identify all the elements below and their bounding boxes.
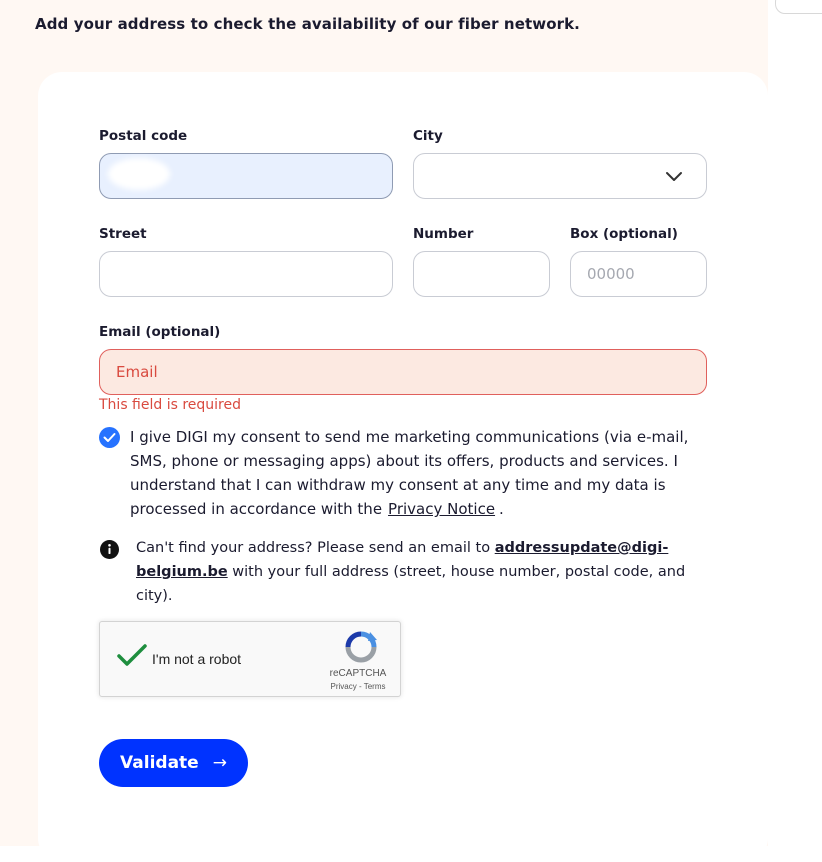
recaptcha-widget[interactable] xyxy=(99,621,401,697)
city-label: City xyxy=(413,128,443,144)
box-input[interactable] xyxy=(570,251,707,297)
consent-checkbox[interactable] xyxy=(99,427,120,448)
consent-text xyxy=(130,425,715,521)
consent-text-end: . xyxy=(499,500,504,518)
arrow-right-icon: → xyxy=(212,753,227,773)
intro-text: Add your address to check the availability of our fiber network. xyxy=(35,15,580,33)
missing-address-info xyxy=(136,536,726,608)
recaptcha-check-icon[interactable] xyxy=(116,642,148,670)
chevron-down-icon[interactable] xyxy=(664,168,684,184)
street-input[interactable] xyxy=(99,251,393,297)
validate-label: Validate xyxy=(120,753,199,773)
privacy-notice-link[interactable]: Privacy Notice xyxy=(388,500,496,518)
recaptcha-logo-icon xyxy=(344,630,378,664)
corner-widget xyxy=(775,0,822,14)
email-input[interactable] xyxy=(99,349,707,395)
checkmark-icon xyxy=(99,427,120,448)
recaptcha-privacy-terms[interactable]: Privacy - Terms xyxy=(330,682,386,691)
recaptcha-label: I'm not a robot xyxy=(152,651,242,667)
recaptcha-brand: reCAPTCHA xyxy=(329,668,387,679)
redacted-value-blur xyxy=(108,158,170,190)
city-select[interactable] xyxy=(413,153,707,199)
street-label: Street xyxy=(99,226,147,242)
validate-button[interactable] xyxy=(99,739,248,787)
number-label: Number xyxy=(413,226,474,242)
email-error-message: This field is required xyxy=(99,397,242,413)
info-icon xyxy=(100,540,119,559)
postal-code-label: Postal code xyxy=(99,128,188,144)
address-update-email-link[interactable]: addressupdate@digi-belgium.be xyxy=(136,540,669,580)
number-input[interactable] xyxy=(413,251,550,297)
email-label: Email (optional) xyxy=(99,324,221,340)
consent-text-body: I give DIGI my consent to send me marketing communications (via e-mail, SMS, phone or messaging apps) about its offers, products and services. I understand that I can withdraw my consent at any time and my data is processed in accordance with the xyxy=(130,428,689,518)
info-text-after: with your full address (street, house number, postal code, and city). xyxy=(136,564,686,604)
info-text-before: Can't find your address? Please send an email to xyxy=(136,540,495,556)
box-label: Box (optional) xyxy=(570,226,678,242)
